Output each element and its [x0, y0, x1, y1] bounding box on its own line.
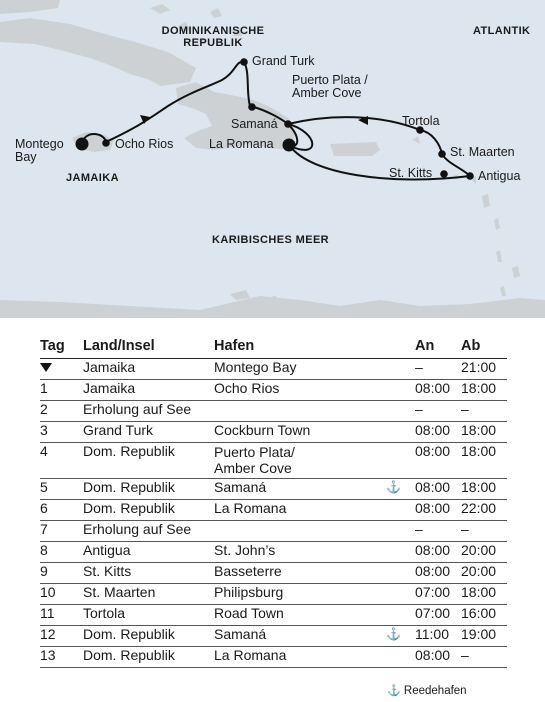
cell-anchor	[386, 422, 415, 443]
cell-land: Erholung auf See	[83, 521, 192, 537]
port-label-ocho-rios: Ocho Rios	[115, 137, 174, 151]
cell-an: 08:00	[415, 647, 451, 663]
table-row	[40, 479, 507, 500]
region-label-jamaika: JAMAIKA	[66, 172, 119, 184]
port-label-montego-bay	[15, 138, 64, 164]
header-hafen: Hafen	[214, 338, 255, 354]
header-land: Land/Insel	[83, 338, 155, 354]
cell-hafen: Ocho Rios	[214, 380, 280, 396]
marker-st-kitts	[440, 170, 448, 178]
cell-ab: 18:00	[461, 584, 497, 600]
table-row	[40, 401, 507, 422]
table-row	[40, 584, 507, 605]
header-tag: Tag	[40, 338, 65, 354]
cell-an: 08:00	[415, 563, 451, 579]
cell-anchor	[386, 542, 415, 563]
cell-tag: 3	[40, 422, 48, 438]
table-row	[40, 359, 507, 380]
itinerary-body	[40, 359, 507, 668]
table-row	[40, 443, 507, 479]
cell-hafen: La Romana	[214, 647, 287, 663]
cell-ab: –	[461, 521, 469, 537]
anchor-icon: ⚓	[386, 480, 401, 494]
cell-an: 08:00	[415, 500, 451, 516]
cell-anchor	[386, 443, 415, 479]
cell-land: Dom. Republik	[83, 500, 175, 516]
legend	[387, 684, 467, 697]
cell-an: –	[415, 401, 423, 417]
start-triangle-icon	[40, 363, 52, 373]
cell-anchor	[386, 647, 415, 668]
cell-land: Dom. Republik	[83, 479, 175, 495]
cell-land: Antigua	[83, 542, 131, 558]
cell-anchor	[386, 521, 415, 542]
port-label-la-romana: La Romana	[209, 137, 274, 151]
cell-ab: 18:00	[461, 380, 497, 396]
cell-ab: 18:00	[461, 422, 497, 438]
cell-anchor	[386, 605, 415, 626]
cell-hafen	[214, 521, 386, 542]
cell-land: Erholung auf See	[83, 401, 192, 417]
cell-tag: 4	[40, 443, 48, 459]
cell-hafen: Philipsburg	[214, 584, 284, 600]
cell-anchor	[386, 500, 415, 521]
port-label-montego-bay-line1: Montego	[15, 137, 64, 151]
cell-an: 07:00	[415, 605, 451, 621]
legend-text: Reedehafen	[403, 685, 467, 697]
cell-ab: 22:00	[461, 500, 497, 516]
cell-tag: 12	[40, 626, 56, 642]
cell-tag: 7	[40, 521, 48, 537]
cell-tag: 5	[40, 479, 48, 495]
cell-an: –	[415, 521, 423, 537]
cell-tag: 11	[40, 605, 55, 621]
cell-tag: 10	[40, 584, 56, 600]
cell-land: Dom. Republik	[83, 647, 175, 663]
port-label-montego-bay-line2: Bay	[15, 150, 37, 164]
cell-anchor	[386, 401, 415, 422]
marker-ocho-rios	[102, 139, 110, 147]
cell-hafen-line2: Amber Cove	[214, 460, 292, 476]
puerto-rico-landmass	[330, 142, 380, 156]
table-row	[40, 542, 507, 563]
cell-tag: 8	[40, 542, 48, 558]
cell-anchor	[386, 584, 415, 605]
cell-ab: 20:00	[461, 563, 497, 579]
cell-ab: 16:00	[461, 605, 497, 621]
cell-hafen	[214, 443, 386, 479]
cell-an: 08:00	[415, 422, 451, 438]
region-label-dom-rep-line1: DOMINIKANISCHE	[161, 25, 265, 37]
cell-an: 08:00	[415, 380, 451, 396]
cell-tag: 9	[40, 563, 48, 579]
table-row	[40, 605, 507, 626]
cell-hafen: Samaná	[214, 626, 267, 642]
region-label-atlantik: ATLANTIK	[473, 25, 531, 37]
cell-hafen: La Romana	[214, 500, 287, 516]
cell-tag	[40, 359, 83, 380]
cell-an: 11:00	[415, 626, 449, 642]
cell-hafen: Road Town	[214, 605, 284, 621]
table-row	[40, 422, 507, 443]
port-label-puerto-plata-line2: Amber Cove	[292, 86, 362, 100]
cell-tag: 13	[40, 647, 56, 663]
header-an: An	[415, 338, 435, 354]
cell-tag: 1	[40, 380, 48, 396]
region-label-dom-rep-line2: REPUBLIK	[183, 37, 243, 49]
cell-ab: –	[461, 401, 469, 417]
cell-tag: 6	[40, 500, 48, 516]
marker-la-romana	[283, 139, 296, 152]
cell-hafen: Basseterre	[214, 563, 282, 579]
port-label-tortola: Tortola	[402, 114, 440, 128]
table-row	[40, 626, 507, 647]
region-label-dom-rep	[140, 25, 286, 49]
marker-grand-turk	[240, 58, 248, 66]
cell-ab: 19:00	[461, 626, 497, 642]
cell-land: Jamaika	[83, 380, 136, 396]
cell-hafen-line1: Puerto Plata/	[214, 444, 295, 460]
cell-an: 08:00	[415, 443, 451, 459]
cell-ab: –	[461, 647, 469, 663]
cell-an: 08:00	[415, 542, 451, 558]
cell-ab: 20:00	[461, 542, 497, 558]
cell-hafen: Samaná	[214, 479, 267, 495]
cell-ab: 21:00	[461, 359, 497, 375]
marker-antigua	[466, 172, 474, 180]
marker-st-maarten	[438, 150, 446, 158]
table-row	[40, 500, 507, 521]
port-label-st-kitts: St. Kitts	[389, 166, 433, 180]
port-label-antigua: Antigua	[478, 169, 521, 183]
port-label-samana: Samaná	[231, 117, 278, 131]
port-label-grand-turk: Grand Turk	[252, 54, 315, 68]
cell-land: Jamaika	[83, 359, 136, 375]
table-row	[40, 521, 507, 542]
cell-land: Dom. Republik	[83, 626, 175, 642]
header-ab: Ab	[461, 338, 481, 354]
region-label-karibisches-meer: KARIBISCHES MEER	[212, 234, 330, 246]
cell-land: Tortola	[83, 605, 126, 621]
table-row	[40, 380, 507, 401]
cell-hafen: Montego Bay	[214, 359, 297, 375]
cell-anchor	[386, 563, 415, 584]
marker-samana	[284, 120, 292, 128]
cell-hafen: Cockburn Town	[214, 422, 311, 438]
port-label-puerto-plata	[292, 74, 368, 100]
cell-land: Dom. Republik	[83, 443, 175, 459]
cell-ab: 18:00	[461, 479, 497, 495]
cell-an: 08:00	[415, 479, 451, 495]
table-row	[40, 563, 507, 584]
port-label-st-maarten: St. Maarten	[450, 145, 515, 159]
marker-montego-bay	[76, 138, 89, 151]
cell-anchor	[386, 380, 415, 401]
cell-hafen: St. John’s	[214, 542, 276, 558]
anchor-icon: ⚓	[386, 627, 401, 641]
cell-an: 07:00	[415, 584, 451, 600]
table-row	[40, 647, 507, 668]
cell-hafen	[214, 401, 386, 422]
marker-puerto-plata	[248, 103, 256, 111]
cell-tag: 2	[40, 401, 48, 417]
cell-land: Grand Turk	[83, 422, 154, 438]
cell-land: St. Kitts	[83, 563, 132, 579]
itinerary-table	[40, 338, 507, 668]
anchor-icon: ⚓	[387, 685, 401, 697]
itinerary-header-row	[40, 338, 507, 359]
cell-anchor	[386, 359, 415, 380]
cell-ab: 18:00	[461, 443, 497, 459]
port-label-puerto-plata-line1: Puerto Plata /	[292, 73, 368, 87]
header-anchor-spacer	[386, 338, 415, 359]
cell-land: St. Maarten	[83, 584, 156, 600]
cell-an: –	[415, 359, 423, 375]
